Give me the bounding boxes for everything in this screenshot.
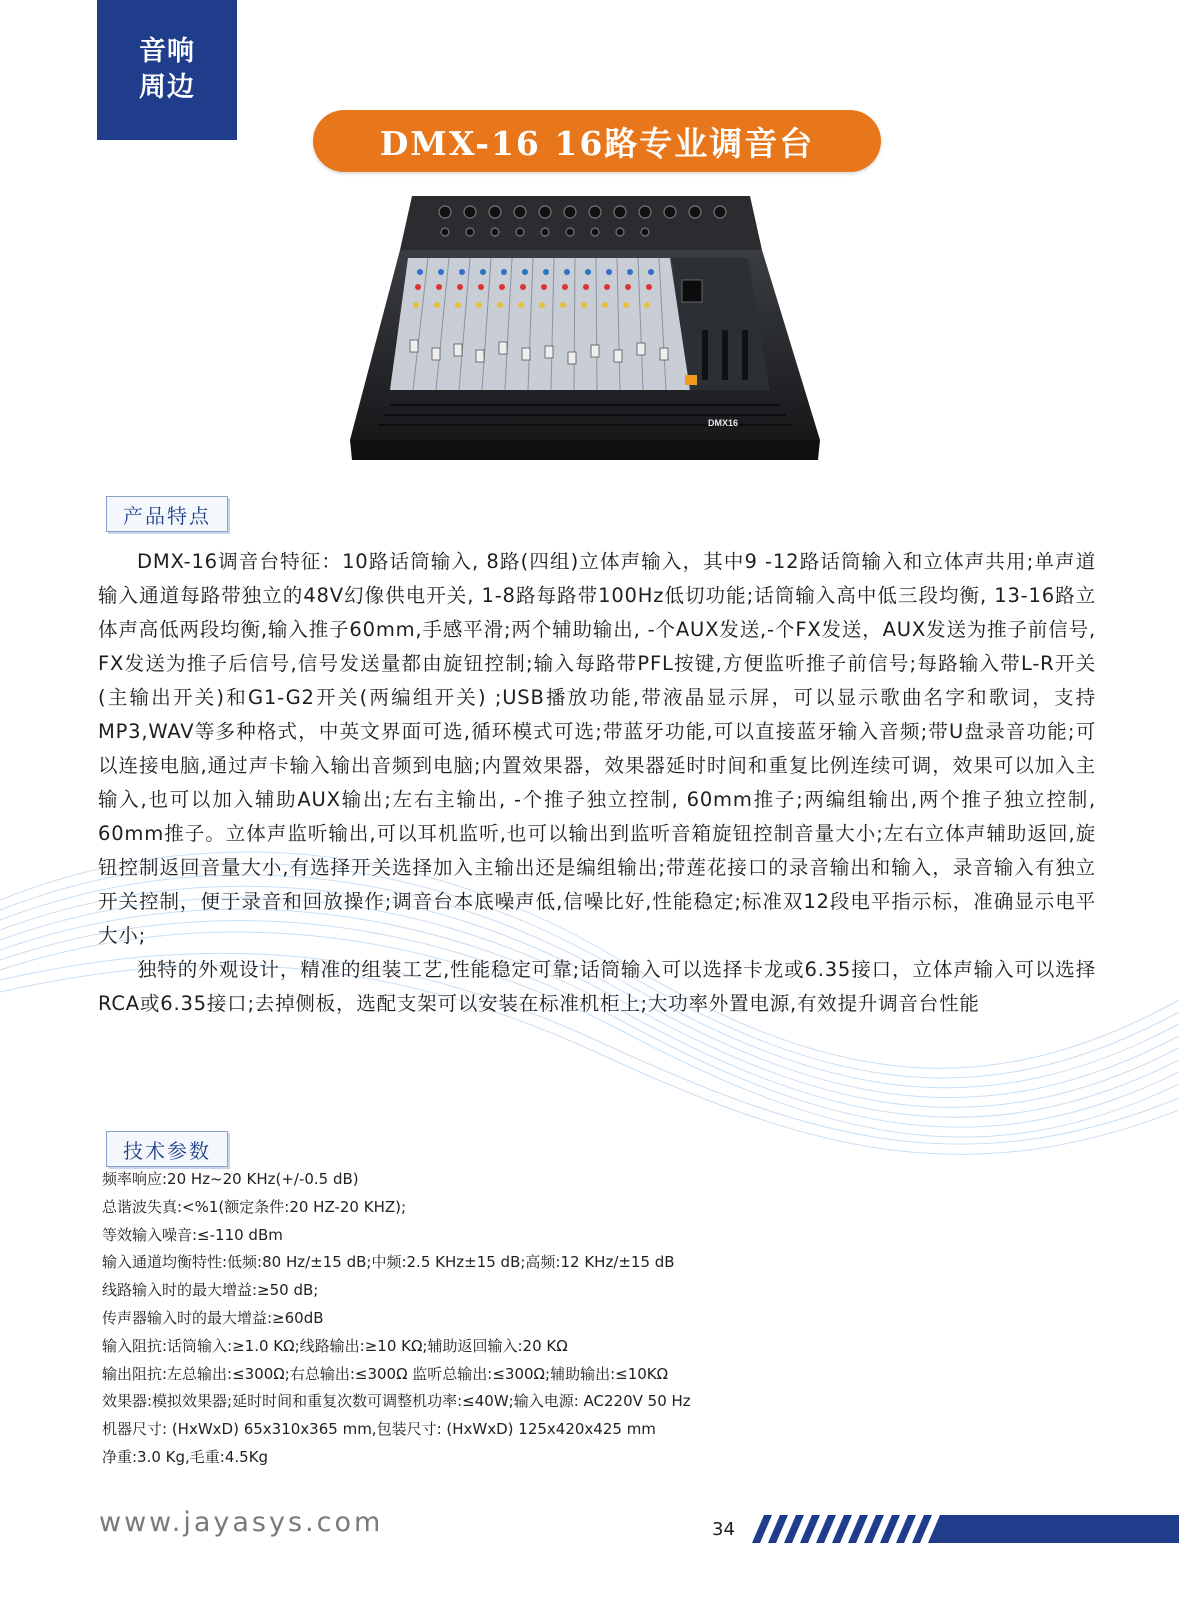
category-tab-line1: 音响	[139, 36, 195, 67]
category-tab	[97, 0, 237, 140]
features-paragraph-1: DMX-16调音台特征：10路话筒输入, 8路(四组)立体声输入，其中9 -12路话筒输入和立体声共用;单声道输入通道每路带独立的48V幻像供电开关, 1-8路每路带100Hz低切功能;话筒输入高中低三段均衡, 13-16路立体声高低两段均衡,输入推子60mm,手感平滑;两个辅助输出, -个AUX发送,-个FX发送，AUX发送为推子前信号, FX发送为推子后信号,信号发送量都由旋钮控制;输入每路带PFL按键,方便监听推子前信号;每路输入带L-R开关(主输出开关)和G1-G2开关(两编组开关) ;USB播放功能,带液晶显示屏，可以显示歌曲名字和歌词，支持MP3,WAV等多种格式，中英文界面可选,循环模式可选;带蓝牙功能,可以直接蓝牙输入音频;带U盘录音功能;可以连接电脑,通过声卡输入输出音频到电脑;内置效果器，效果器延时时间和重复比例连续可调，效果可以加入主输入,也可以加入辅助AUX输出;左右主输出, -个推子独立控制, 60mm推子;两编组输出,两个推子独立控制, 60mm推子。立体声监听输出,可以耳机监听,也可以输出到监听音箱旋钮控制音量大小;左右立体声辅助返回,旋钮控制返回音量大小,有选择开关选择加入主输出还是编组输出;带莲花接口的录音输出和输入，录音输入有独立开关控制，便于录音和回放操作;调音台本底噪声低,信噪比好,性能稳定;标准双12段电平指示标，准确显示电平大小;	[98, 550, 1096, 947]
features-text	[98, 545, 1096, 1021]
spec-dimensions: 机器尺寸: (HxWxD) 65x310x365 mm,包装尺寸: (HxWxD) 125x420x425 mm	[102, 1420, 656, 1439]
category-tab-line2: 周边	[139, 72, 195, 103]
features-section-label: 产品特点	[106, 496, 228, 532]
spec-thd: 总谐波失真:<%1(额定条件:20 HZ-20 KHZ);	[102, 1197, 407, 1216]
mixer-product-image	[350, 190, 840, 480]
spec-frequency-response: 频率响应:20 Hz~20 KHz(+/-0.5 dB)	[102, 1170, 359, 1188]
spec-line-gain: 线路输入时的最大增益:≥50 dB;	[102, 1281, 319, 1300]
page-number: 34	[712, 1519, 735, 1540]
features-paragraph-2: 独特的外观设计，精准的组装工艺,性能稳定可靠;话筒输入可以选择卡龙或6.35接口，立体声输入可以选择RCA或6.35接口;去掉侧板，选配支架可以安装在标准机柜上;大功率外置电源,有效提升调音台性能	[98, 958, 1096, 1015]
spec-eq: 输入通道均衡特性:低频:80 Hz/±15 dB;中频:2.5 KHz±15 dB;高频:12 KHz/±15 dB	[102, 1253, 675, 1272]
spec-input-impedance: 输入阻抗:话筒输入:≥1.0 KΩ;线路输出:≥10 KΩ;辅助返回输入:20 KΩ	[102, 1336, 568, 1355]
spec-input-noise: 等效输入噪音:≤-110 dBm	[102, 1225, 283, 1244]
specs-section-label: 技术参数	[106, 1131, 228, 1167]
spec-output-impedance: 输出阻抗:左总输出:≤300Ω;右总输出:≤300Ω 监听总输出:≤300Ω;辅助输出:≤10KΩ	[102, 1364, 669, 1383]
spec-effects-power: 效果器:模拟效果器;延时时间和重复次数可调整机功率:≤40W;输入电源: AC220V 50 Hz	[102, 1392, 691, 1411]
spec-list	[102, 1166, 1002, 1472]
mixer-model-label: DMX16	[708, 418, 739, 428]
footer-website: www.jayasys.com	[99, 1507, 384, 1538]
spec-weight: 净重:3.0 Kg,毛重:4.5Kg	[102, 1447, 269, 1466]
footer-stripe-decoration	[748, 1513, 1179, 1545]
page-title: DMX-16 16路专业调音台	[313, 110, 881, 172]
spec-mic-gain: 传声器输入时的最大增益:≥60dB	[102, 1308, 324, 1327]
